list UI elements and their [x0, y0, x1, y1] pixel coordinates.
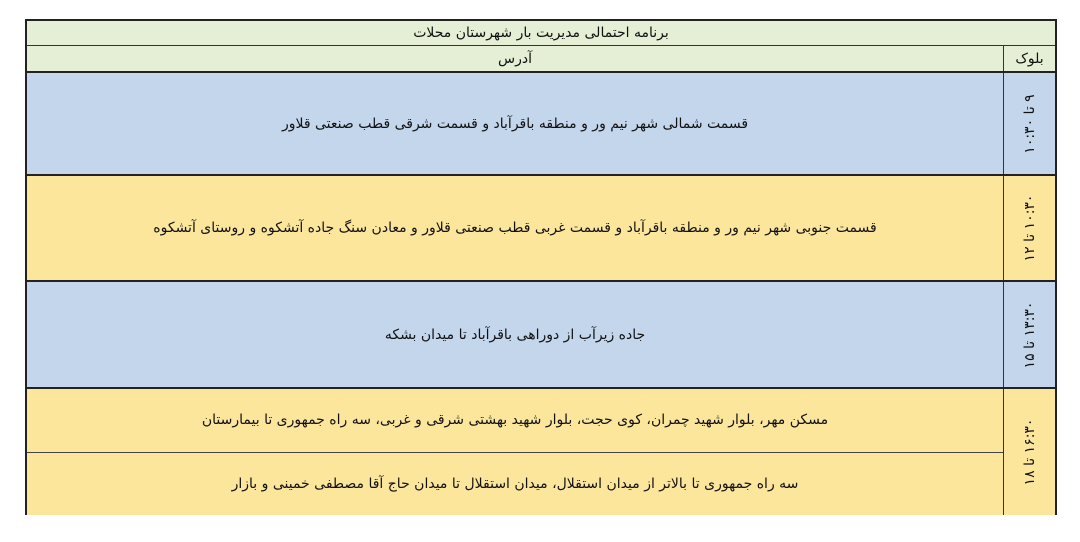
header-address [27, 46, 1003, 71]
block-time: ۱۰:۳۰ تا ۱۲ [1021, 194, 1038, 262]
table-header-row [27, 46, 1055, 73]
address-text: سه راه جمهوری تا بالاتر از میدان استقلال، میدان استقلال تا میدان حاج آقا مصطفی خمینی و بازار [27, 452, 1003, 516]
header-address-label: آدرس [498, 50, 532, 67]
table-title [27, 21, 1055, 46]
address-cell [27, 73, 1003, 174]
header-block [1003, 46, 1055, 71]
table-row-block-4 [27, 389, 1055, 515]
table-row-block-1 [27, 73, 1055, 176]
table-title-text: برنامه احتمالی مدیریت بار شهرستان محلات [413, 25, 669, 41]
address-cell [27, 176, 1003, 280]
block-cell [1003, 282, 1055, 387]
table-row-block-2 [27, 176, 1055, 282]
load-management-table [25, 19, 1057, 515]
address-cell [27, 282, 1003, 387]
address-text: قسمت جنوبی شهر نیم ور و منطقه باقرآباد و قسمت غربی قطب صنعتی قلاور و معادن سنگ جاده آتشکوه و روستای آتشکوه [153, 220, 877, 236]
table-row-block-3 [27, 282, 1055, 389]
header-block-label: بلوک [1015, 50, 1044, 67]
address-cell [27, 389, 1003, 515]
block-cell [1003, 389, 1055, 515]
address-text: مسکن مهر، بلوار شهید چمران، کوی حجت، بلوار شهید بهشتی شرقی و غربی، سه راه جمهوری تا بیمارستان [201, 412, 829, 429]
block-time: ۱۳:۳۰ تا ۱۵ [1021, 301, 1038, 368]
block-time: ۱۶:۳۰ تا ۱۸ [1021, 418, 1038, 486]
address-text: قسمت شمالی شهر نیم ور و منطقه باقرآباد و قسمت شرقی قطب صنعتی قلاور [281, 115, 749, 132]
block-cell [1003, 176, 1055, 280]
address-text: جاده زیرآب از دوراهی باقرآباد تا میدان بشکه [384, 326, 646, 343]
block-time: ۹ تا ۱۰:۳۰ [1021, 93, 1038, 154]
block-cell [1003, 73, 1055, 174]
